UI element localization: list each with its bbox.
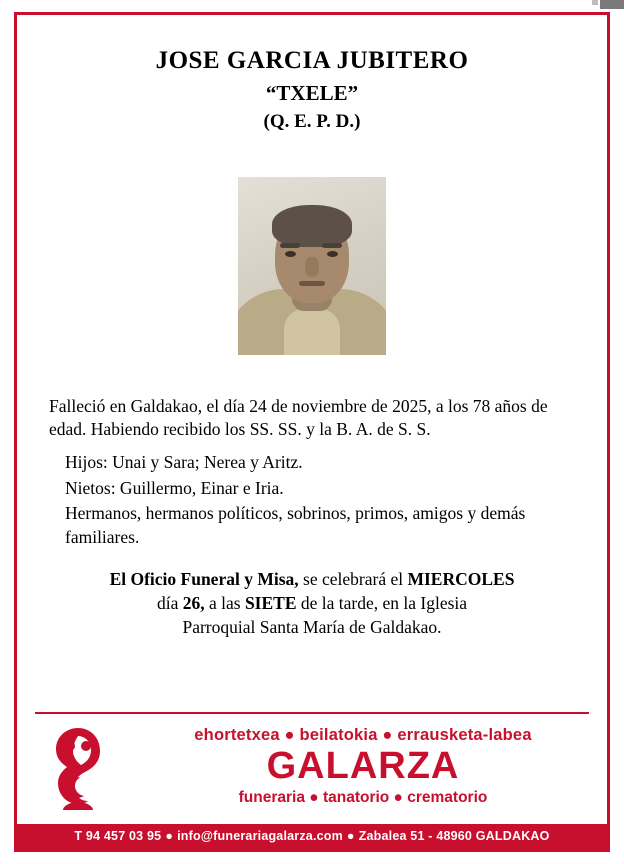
galarza-logo-icon (45, 726, 111, 812)
contact-email[interactable]: info@funerariagalarza.com (177, 829, 343, 843)
deceased-name: JOSE GARCIA JUBITERO (155, 47, 469, 74)
service-weekday: MIERCOLES (407, 569, 515, 590)
service-day-label: día (156, 593, 183, 614)
scan-artifact (600, 0, 624, 9)
brand-name: GALARZA (266, 745, 460, 787)
family-grandchildren: Nietos: Guillermo, Einar e Iria. (65, 477, 284, 498)
contact-phone[interactable]: T 94 457 03 95 (74, 829, 162, 843)
death-announcement: Falleció en Galdakao, el día 24 de noviembre de 2025, a los 78 años de edad. Habiendo recibido los SS. SS. y la B. A. de S. S. (49, 395, 548, 439)
notice-content (17, 15, 607, 849)
portrait-container (37, 177, 587, 355)
service-title: El Oficio Funeral y Misa, (109, 569, 299, 590)
deceased-nickname: “TXELE” (265, 80, 359, 105)
brand-block (135, 726, 591, 807)
service-time: SIETE (244, 593, 297, 614)
photo-eyebrow-right (322, 243, 342, 248)
scan-artifact (592, 0, 598, 5)
announcement-text (37, 395, 587, 640)
photo-nose (305, 257, 319, 277)
separator-dot: ● (165, 829, 174, 843)
family-list (49, 451, 575, 549)
photo-mouth (299, 281, 325, 286)
photo-hair (272, 205, 352, 247)
portrait-photo (238, 177, 386, 355)
service-line-2 (49, 591, 575, 615)
service-location-part: de la tarde, en la Iglesia (296, 593, 468, 614)
photo-eye-left (285, 251, 296, 257)
service-details (49, 567, 575, 639)
family-relatives: Hermanos, hermanos políticos, sobrinos, primos, amigos y demás familiares. (65, 503, 526, 547)
service-day-number: 26, (182, 593, 205, 614)
service-connector: se celebrará el (298, 569, 408, 590)
service-line-1 (49, 567, 575, 591)
photo-shirt (284, 309, 340, 355)
services-spanish: funeraria ● tanatorio ● crematorio (238, 789, 488, 806)
photo-eyebrow-left (280, 243, 300, 248)
footer-branding (17, 714, 607, 824)
contact-bar (17, 824, 607, 849)
services-basque: ehortetxea ● beilatokia ● errausketa-labea (194, 726, 532, 744)
separator-dot: ● (346, 829, 355, 843)
contact-address: Zabalea 51 - 48960 GALDAKAO (358, 829, 550, 843)
service-line-3: Parroquial Santa María de Galdakao. (182, 617, 442, 638)
footer (17, 712, 607, 849)
service-time-label: a las (204, 593, 245, 614)
red-border-frame (14, 12, 610, 852)
qepd-abbreviation: (Q. E. P. D.) (263, 110, 361, 132)
photo-eye-right (327, 251, 338, 257)
family-children: Hijos: Unai y Sara; Nerea y Aritz. (65, 452, 303, 473)
